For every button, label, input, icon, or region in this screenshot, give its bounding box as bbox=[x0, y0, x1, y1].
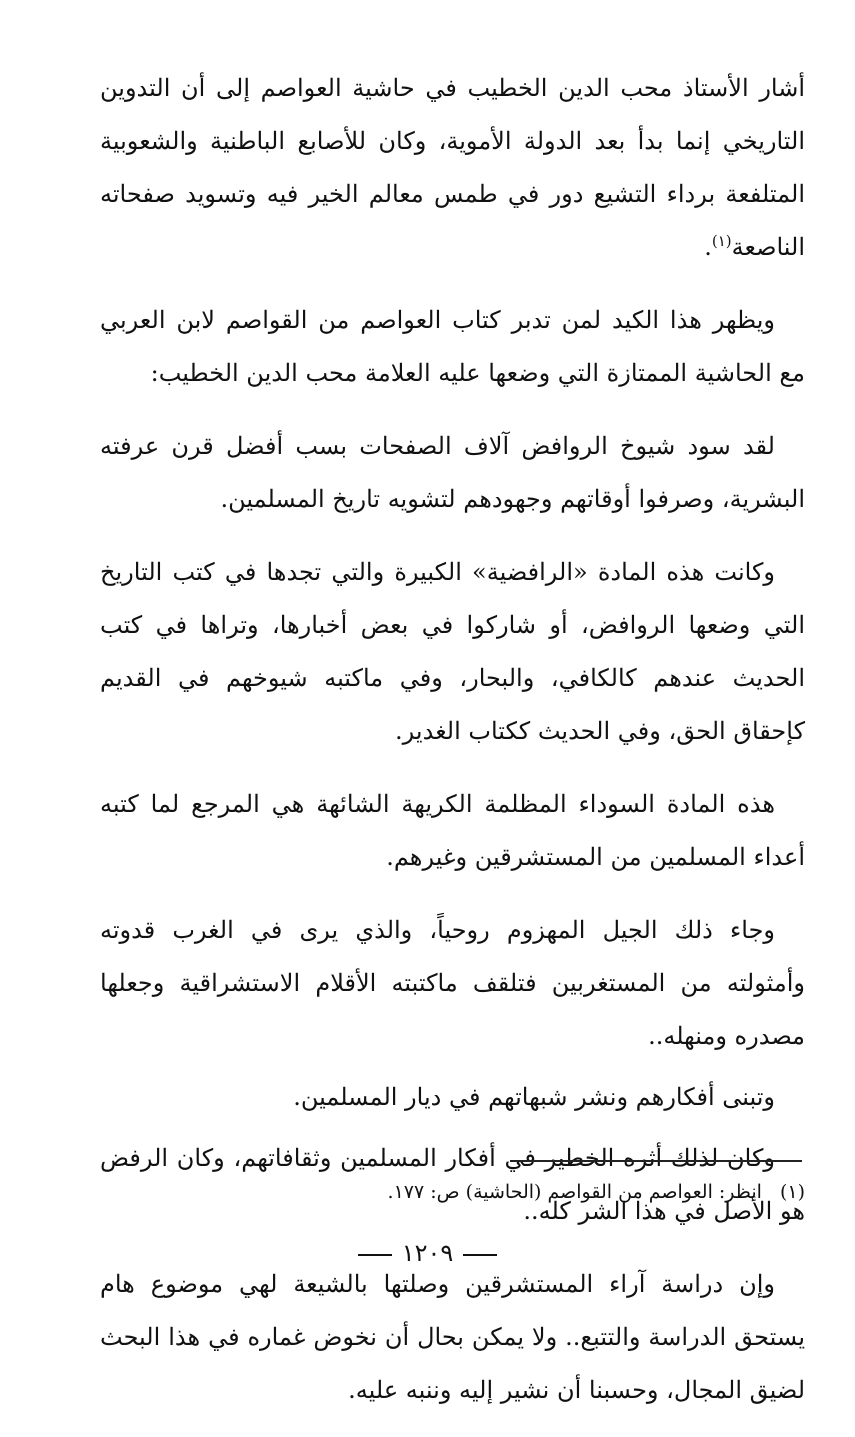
page-number-dash-left bbox=[358, 1254, 392, 1256]
paragraph-7: وتبنى أفكارهم ونشر شبهاتهم في ديار المسلمين. bbox=[293, 1083, 775, 1111]
paragraph-9: وإن دراسة آراء المستشرقين وصلتها بالشيعة لهي موضوع هام يستحق الدراسة والتتبع.. ولا يمكن بحال أن نخوض غماره في هذا البحث لضيق المجال، وحسبنا أن نشير إليه وننبه عليه. bbox=[100, 1270, 805, 1404]
page-number-value: ١٢٠٩ bbox=[401, 1239, 454, 1267]
footnote bbox=[100, 1176, 805, 1208]
paragraph-3: لقد سود شيوخ الروافض آلاف الصفحات بسب أفضل قرن عرفته البشرية، وصرفوا أوقاتهم وجهودهم لتشويه تاريخ المسلمين. bbox=[100, 432, 805, 513]
footnote-number: (١) bbox=[779, 1181, 805, 1203]
paragraph-4: وكانت هذه المادة «الرافضية» الكبيرة والتي تجدها في كتب التاريخ التي وضعها الروافض، أو شاركوا في بعض أخبارها، وتراها في كتب الحديث عندهم كالكافي، والبحار، وفي ماكتبه شيوخهم في القديم كإحقاق الحق، وفي الحديث ككتاب الغدير. bbox=[100, 558, 805, 745]
paragraph-1 bbox=[100, 62, 805, 274]
page-number bbox=[0, 1236, 855, 1270]
footnote-divider bbox=[510, 1160, 802, 1162]
paragraph-1-text: أشار الأستاذ محب الدين الخطيب في حاشية العواصم إلى أن التدوين التاريخي إنما بدأ بعد الدولة الأموية، وكان للأصابع الباطنية والشعوبية المتلفعة برداء التشيع دور في طمس معالم الخير فيه وتسويد صفحاته الناصعة bbox=[100, 74, 805, 261]
paragraph-8: وكان لذلك أثره الخطير في أفكار المسلمين وثقافاتهم، وكان الرفض هو الأصل في هذا الشر كله.. bbox=[100, 1144, 805, 1225]
paragraph-2: ويظهر هذا الكيد لمن تدبر كتاب العواصم من القواصم لابن العربي مع الحاشية الممتازة التي وضعها عليه العلامة محب الدين الخطيب: bbox=[100, 306, 805, 387]
footnote-reference: (١) bbox=[711, 232, 732, 250]
paragraph-1-tail: . bbox=[704, 233, 712, 261]
page-number-dash-right bbox=[463, 1254, 497, 1256]
paragraph-5: هذه المادة السوداء المظلمة الكريهة الشائهة هي المرجع لما كتبه أعداء المسلمين من المستشرقين وغيرهم. bbox=[100, 790, 805, 871]
paragraph-6: وجاء ذلك الجيل المهزوم روحياً، والذي يرى في الغرب قدوته وأمثولته من المستغربين فتلقف ماكتبته الأقلام الاستشراقية وجعلها مصدره ومنهله.. bbox=[100, 916, 805, 1050]
main-text bbox=[100, 62, 805, 1437]
footnote-text: انظر: العواصم من القواصم (الحاشية) ص: ١٧٧. bbox=[387, 1181, 762, 1203]
